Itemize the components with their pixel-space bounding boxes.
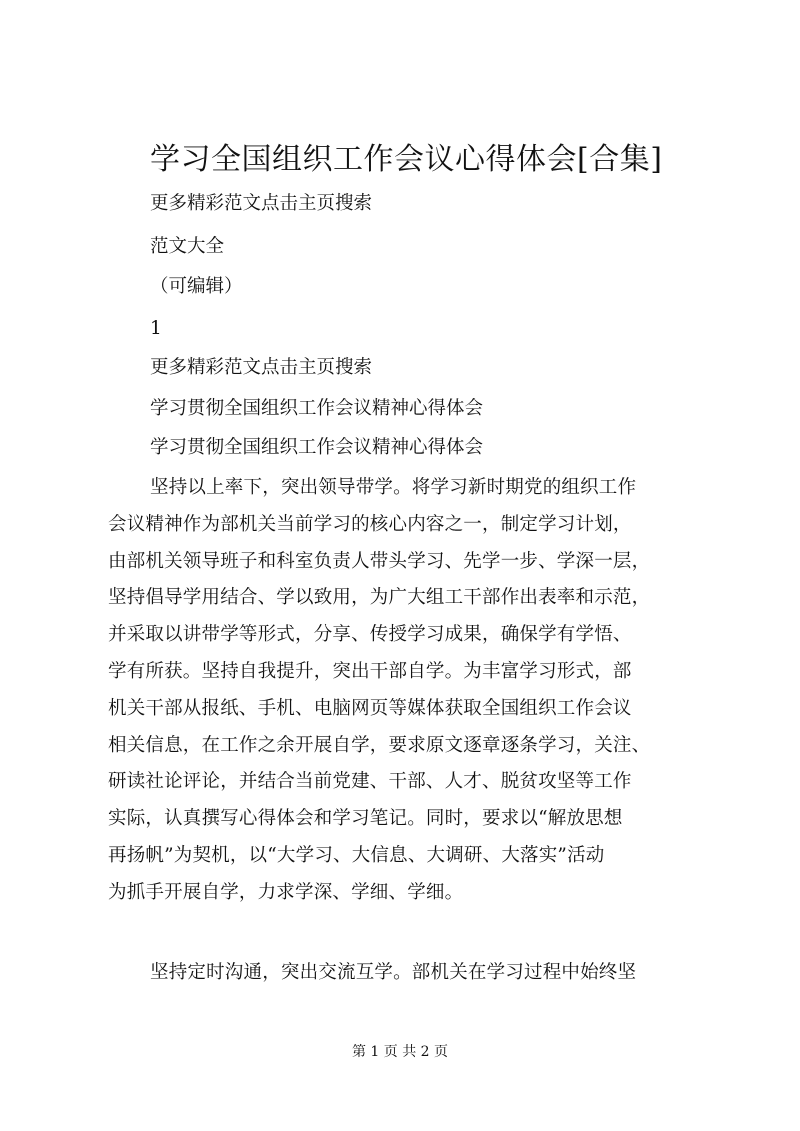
paragraph-line: 会议精神作为部机关当前学习的核心内容之一，制定学习计划， <box>108 513 632 535</box>
document-title: 学习全国组织工作会议心得体会[合集] <box>150 142 663 177</box>
page-number-footer: 第 1 页 共 2 页 <box>351 1044 449 1060</box>
paragraph-line: 相关信息，在工作之余开展自学，要求原文逐章逐条学习，关注、 <box>108 734 651 756</box>
paragraph-line: 机关干部从报纸、手机、电脑网页等媒体获取全国组织工作会议 <box>108 697 632 719</box>
paragraph-line: 为抓手开展自学，力求学深、学细、学细。 <box>108 881 464 903</box>
paragraph-line: 再扬帆”为契机，以“大学习、大信息、大调研、大落实”活动 <box>108 844 605 866</box>
body-paragraph-1 <box>108 470 712 912</box>
paragraph-line: 坚持定时沟通，突出交流互学。部机关在学习过程中始终坚 <box>150 962 637 983</box>
paragraph-line: 并采取以讲带学等形式，分享、传授学习成果，确保学有学悟、 <box>108 624 632 646</box>
header-line-5: 更多精彩范文点击主页搜索 <box>150 357 373 378</box>
paragraph-line: 坚持倡导学用结合、学以致用，为广大组工干部作出表率和示范， <box>108 587 651 609</box>
paragraph-line: 学有所获。坚持自我提升，突出干部自学。为丰富学习形式，部 <box>108 660 632 682</box>
paragraph-line: 由部机关领导班子和科室负责人带头学习、先学一步、学深一层， <box>108 550 651 572</box>
body-paragraph-2 <box>108 955 712 992</box>
header-line-4: 1 <box>150 318 162 339</box>
paragraph-line: 坚持以上率下，突出领导带学。将学习新时期党的组织工作 <box>150 477 637 498</box>
header-line-7: 学习贯彻全国组织工作会议精神心得体会 <box>150 437 484 458</box>
paragraph-line: 研读社论评论，并结合当前党建、干部、人才、脱贫攻坚等工作 <box>108 771 632 793</box>
header-line-2: 范文大全 <box>150 236 225 257</box>
paragraph-line: 实际，认真撰写心得体会和学习笔记。同时，要求以“解放思想 <box>108 808 623 830</box>
header-line-6: 学习贯彻全国组织工作会议精神心得体会 <box>150 398 484 419</box>
header-line-1: 更多精彩范文点击主页搜索 <box>150 193 373 214</box>
header-line-3: （可编辑） <box>150 276 243 297</box>
